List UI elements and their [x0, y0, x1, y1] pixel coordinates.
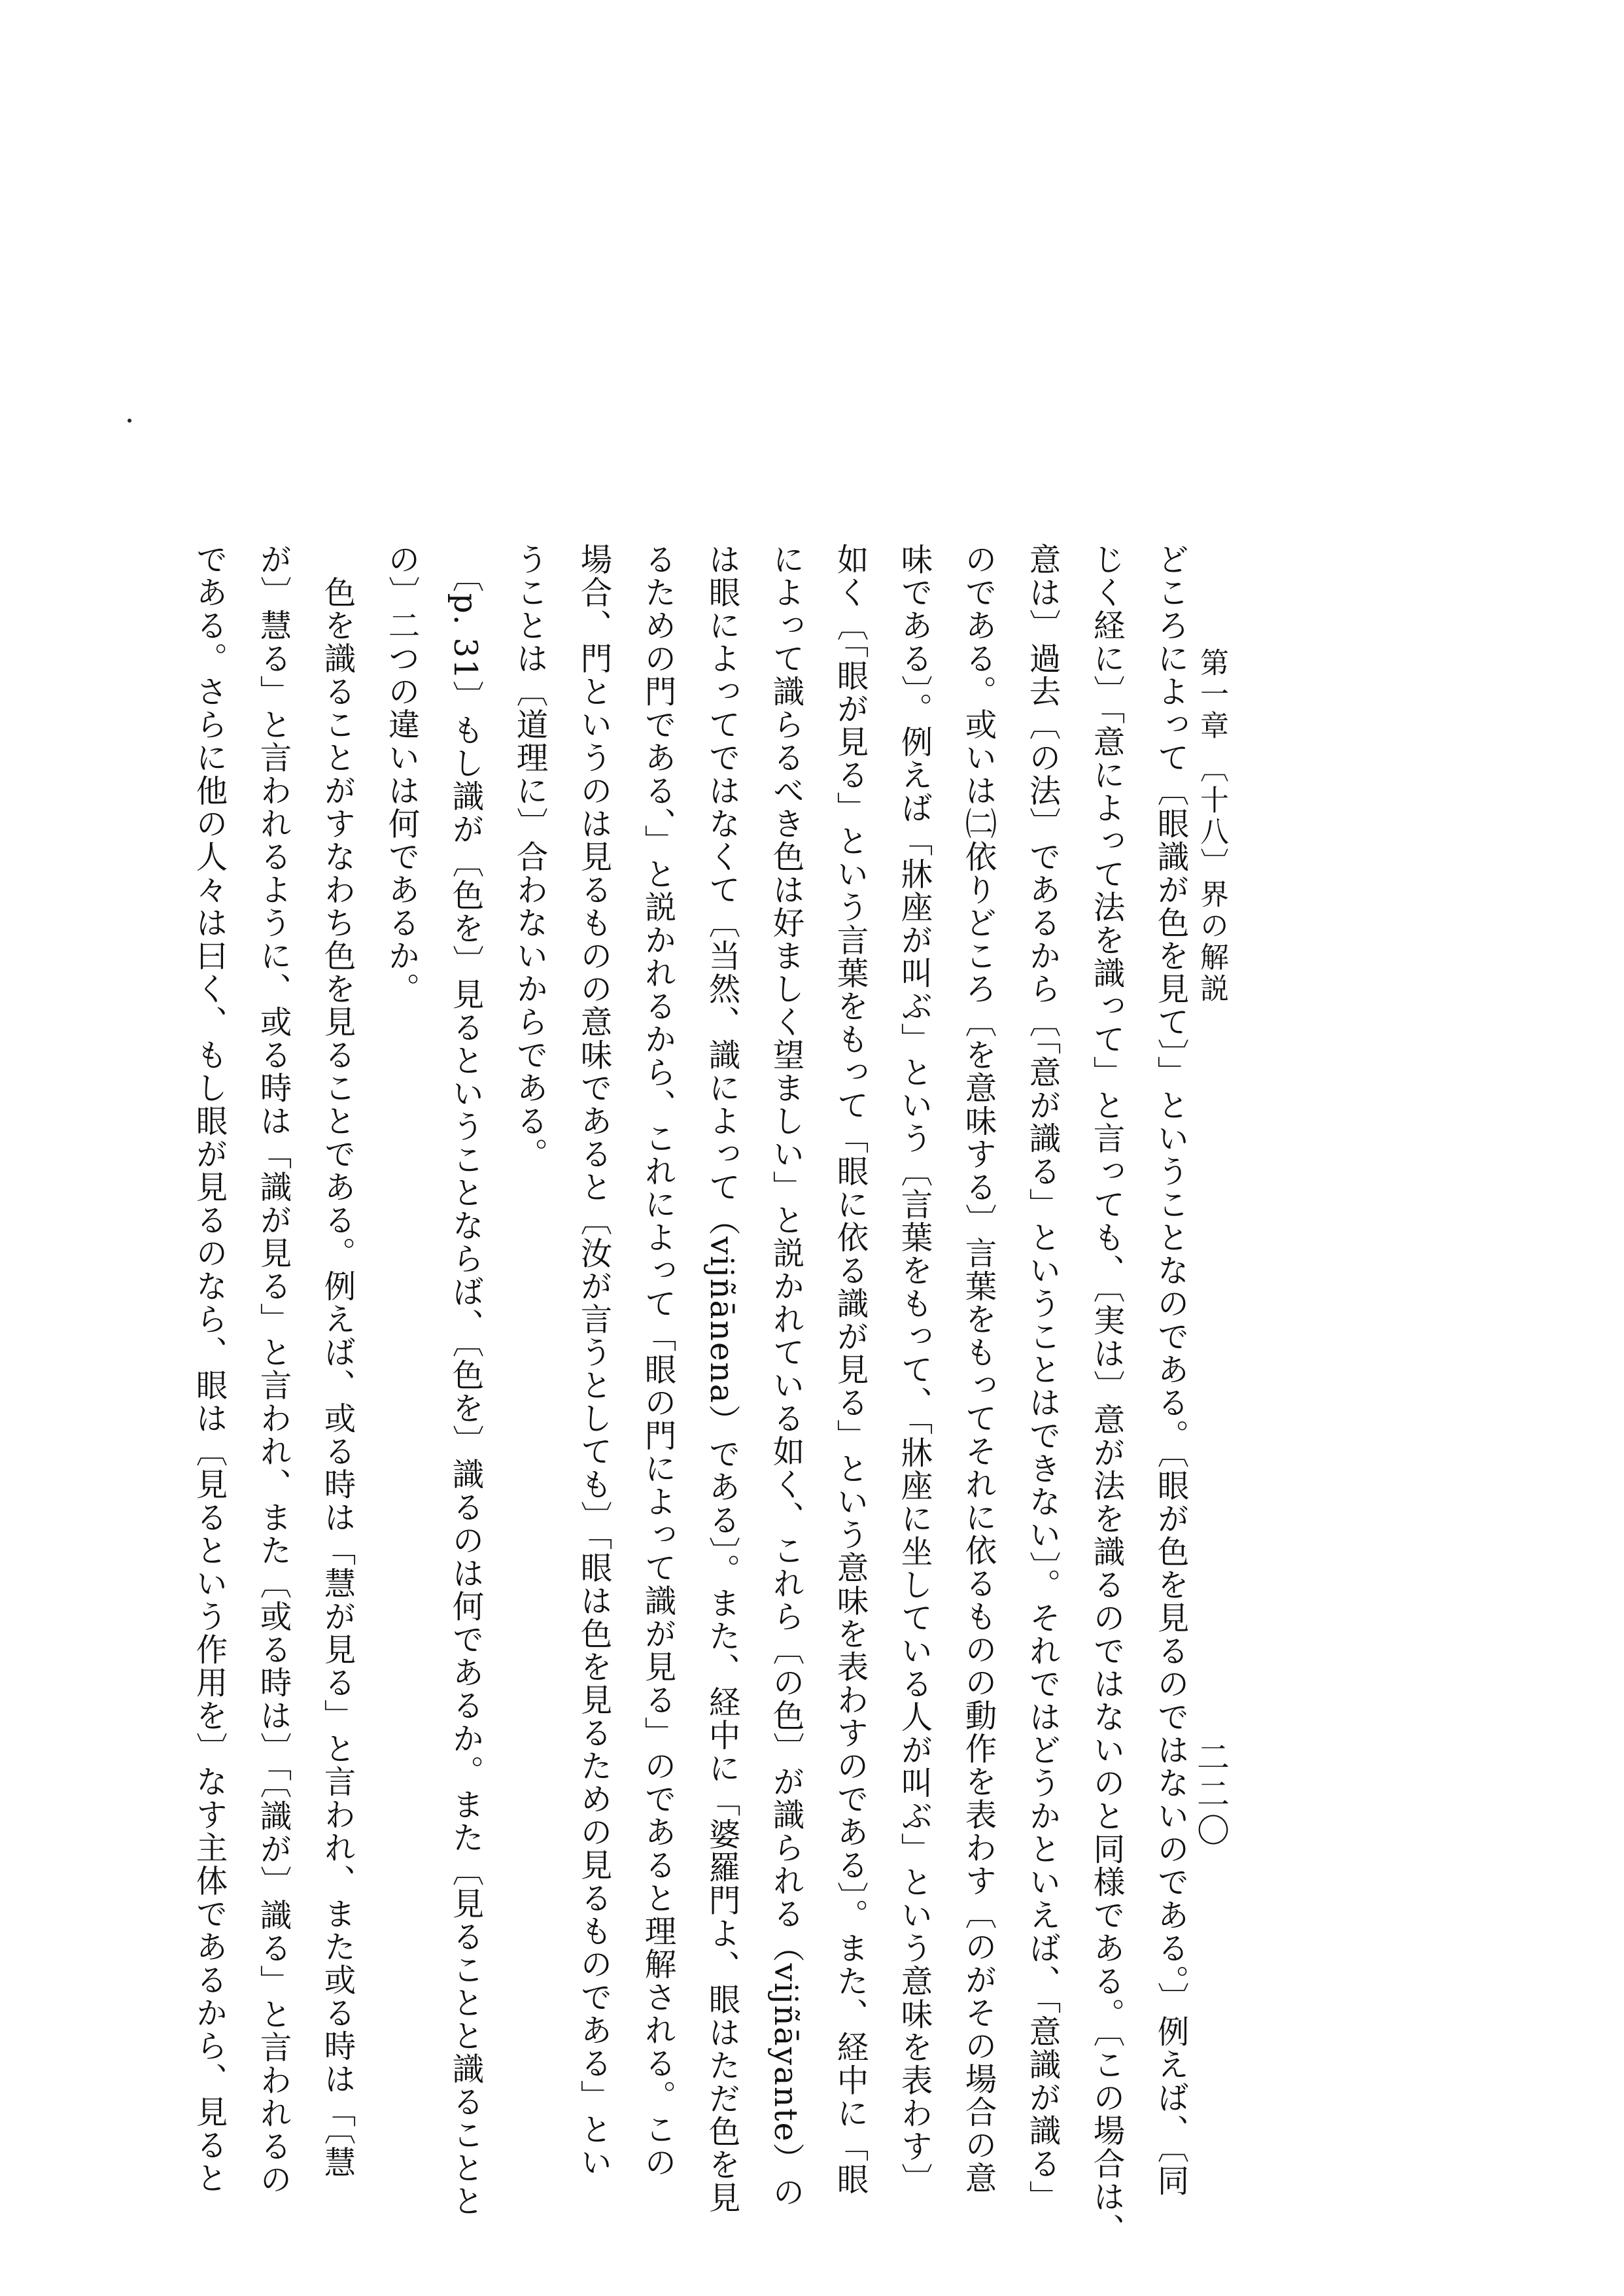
text-line: じく経に〕「意によって法を識って」と言っても、〔実は〕意が法を識るのではないのと同様である。〔この場合は、 — [1088, 543, 1124, 2246]
text-line: の〕二つの違いは何であるか。 — [383, 543, 419, 1005]
text-line: るための門である、」と説かれるから、これによって「眼の門によって識が見る」のであると理解される。この — [639, 543, 676, 2179]
text-line: 場合、門というのは見るものの意味であると〔汝が言うとしても〕「眼は色を見るための見るものである」とい — [575, 543, 612, 2179]
text-line: 色を識ることがすなわち色を見ることである。例えば、或る時は「慧が見る」と言われ、また或る時は「〔慧 — [319, 543, 355, 2179]
page-number: 二二〇 — [1192, 1740, 1230, 1850]
text-line: が〕慧る」と言われるように、或る時は「識が見る」と言われ、また〔或る時は〕「〔識が〕識る」と言われるの — [254, 543, 291, 2196]
body-text — [190, 543, 1202, 2246]
text-line: うことは〔道理に〕合わないからである。 — [511, 543, 547, 1171]
text-line: のである。或いは㈡依りどころ〔を意味する〕言葉をもってそれに依るものの動作を表わす〔のがその場合の意 — [959, 543, 996, 2195]
text-line: 〔p. 31〕もし識が〔色を〕見るということならば、〔色を〕識るのは何であるか。また〔見ることと識ることと — [447, 543, 483, 2218]
text-line: 味である〕。例えば「牀座が叫ぶ」という〔言葉をもって、「牀座に坐している人が叫ぶ」という意味を表わす〕 — [895, 543, 932, 2196]
text-line: によって識らるべき色は好ましく望ましい」と説かれている如く、これら〔の色〕が識られる（vijñāyante）の — [767, 543, 804, 2209]
text-line: どころによって〔眼識が色を見て〕」ということなのである。〔眼が色を見るのではないのである。〕例えば、〔同 — [1152, 543, 1188, 2197]
text-line: である。さらに他の人々は曰く、もし眼が見るのなら、眼は〔見るという作用を〕なす主体であるから、見ると — [190, 543, 227, 2195]
text-line: 意は〕過去〔の法〕であるから〔「意が識る」ということはできない〕。それではどうかといえば、「意識が識る」 — [1024, 543, 1060, 2214]
text-line: は眼によってではなくて〔当然、識によって（vijñānena）である〕。また、経中に「婆羅門よ、眼はただ色を見 — [703, 543, 740, 2214]
scan-speck — [128, 419, 131, 423]
text-line: 如く〔「眼が見る」という言葉をもって「眼に依る識が見る」という意味を表わすのである〕。また、経中に「眼 — [831, 543, 868, 2196]
chapter-title: 第一章 〔十八〕界の解説 — [1195, 648, 1228, 1005]
